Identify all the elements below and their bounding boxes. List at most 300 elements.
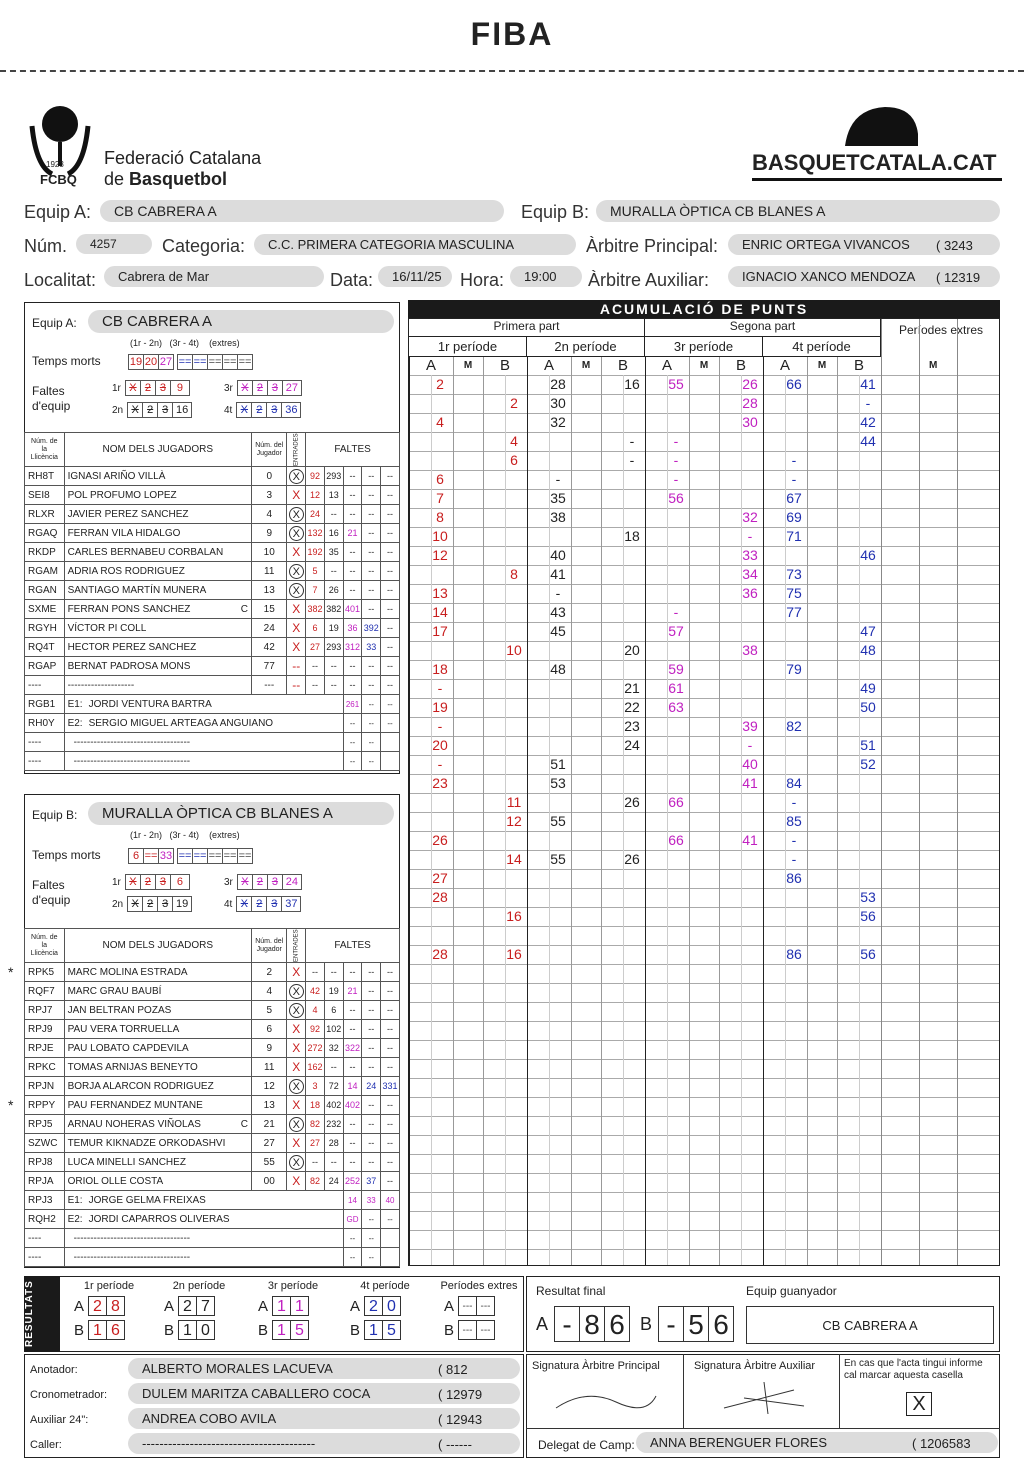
timeout-box: == [208,850,222,862]
player-foul: 42 [306,982,325,1001]
grid-row-line [409,945,1000,946]
running-score: 7 [436,490,444,506]
player-foul: -- [381,562,400,581]
official-name-field[interactable]: ANDREA COBO AVILA [128,1408,520,1429]
player-name [64,562,251,581]
player-row [25,1020,400,1039]
team-foul-marks [127,899,172,910]
running-score: 85 [786,813,802,829]
player-name-text: SANTIAGO MARTÍN MUNERA [67,584,207,596]
grid-row-line [409,1116,1000,1117]
entry-mark: -- [292,659,301,673]
player-foul: -- [324,1058,343,1077]
col-faltes: FALTES [306,929,400,963]
grid-row-line [409,1230,1000,1231]
team-foul-period-label: 2n [112,899,124,910]
player-foul: 293 [324,638,343,657]
team-foul-mark: 2 [251,896,267,912]
player-foul: -- [362,1020,381,1039]
team-foul-marks [125,877,170,888]
player-foul: 293 [324,467,343,486]
running-score: 32 [742,509,758,525]
official-name-field[interactable]: DULEM MARITZA CABALLERO COCA [128,1383,520,1404]
running-score: 52 [860,756,876,772]
player-foul: -- [381,982,400,1001]
player-number: 9 [252,524,287,543]
player-entry [287,1058,306,1077]
player-foul: -- [306,676,325,695]
running-score: 22 [624,699,640,715]
player-row [25,1172,400,1191]
team-foul-period-label: 2n [112,405,124,416]
player-entry [287,543,306,562]
entry-mark: X [292,965,301,979]
player-number: 24 [252,619,287,638]
sig-principal-box: Signatura Àrbitre Principal [526,1354,684,1428]
player-row [25,982,400,1001]
coach-foul: -- [343,752,362,771]
coach-role: E2: [67,717,83,729]
running-score: 40 [742,756,758,772]
player-name-text: IGNASI ARIÑO VILLÀ [67,470,166,482]
player-name [64,1134,251,1153]
player-foul: -- [343,505,362,524]
official-number: ( 12943 [438,1412,483,1427]
running-score: 86 [786,870,802,886]
coach-name [64,714,343,733]
coach-licence: RGB1 [25,695,65,714]
player-name-text: ORIOL OLLE COSTA [67,1175,164,1187]
team-foul-period [224,380,301,396]
grid-row-line [409,413,1000,414]
arbitre-principal-num: ( 3243 [936,238,973,253]
result-digit: 1 [290,1296,309,1316]
team-foul-marks [125,383,170,394]
grid-row-line [409,1021,1000,1022]
team-foul-extra: 37 [281,896,301,912]
result-period [64,1280,154,1340]
final-digit: - [658,1306,684,1342]
categoria-label: Categoria: [162,236,246,256]
running-score: 16 [506,908,522,924]
player-name [64,982,251,1001]
period-col-header: A [425,357,436,374]
final-digit: 6 [708,1306,734,1342]
coach-name-text: SERGIO MIGUEL ARTEAGA ANGUIANO [88,717,274,729]
running-score: 51 [550,756,566,772]
coach-name-text: ----------------------------------- [73,755,191,767]
informe-text: En cas que l'acta tingui informe cal marcar aquesta casella [844,1358,983,1381]
player-name [64,1172,251,1191]
result-line [154,1296,244,1316]
player-entry [287,1020,306,1039]
player-foul: -- [362,982,381,1001]
coach-licence: ---- [25,1229,65,1248]
player-foul: 36 [343,619,362,638]
team-b-timeouts [128,846,252,864]
result-period-name: Períodes extres [440,1280,518,1292]
player-entry [287,1115,306,1134]
player-foul: -- [362,543,381,562]
localitat-field[interactable]: Cabrera de Mar [104,266,324,287]
team-foul-mark: 3 [266,402,282,418]
running-score: 2 [436,376,444,392]
team-foul-mark: X [237,380,253,396]
team-foul-period-label: 4t [224,899,233,910]
period-header: 4t període [763,337,881,357]
coach-foul [381,752,400,771]
player-row [25,600,400,619]
player-foul: 4 [306,1001,325,1020]
running-score: 33 [742,547,758,563]
player-licence: SZWC [25,1134,65,1153]
player-foul: -- [343,1153,362,1172]
timeout-box: == [178,850,192,862]
official-name-field[interactable]: ---------------------------------------- [128,1433,520,1454]
player-name [64,486,251,505]
player-foul: 322 [343,1039,362,1058]
coach-name [64,1229,343,1248]
running-score: 18 [624,528,640,544]
player-number: 13 [252,1096,287,1115]
player-name [64,1115,251,1134]
players-header-row [25,433,400,467]
timeout-box: == [178,356,192,368]
team-foul-extra: 36 [281,402,301,418]
grid-row-line [409,489,1000,490]
running-score: - [673,452,679,468]
player-row [25,1115,400,1134]
result-digit: 5 [382,1320,401,1340]
brand: BASQUETCATALA.CAT [752,150,1002,181]
player-foul: -- [362,657,381,676]
player-licence: RPJE [25,1039,65,1058]
player-foul: -- [343,562,362,581]
player-foul: -- [381,1172,400,1191]
running-score: 66 [668,832,684,848]
player-licence: RPJ5 [25,1115,65,1134]
team-a-timeouts-label: Temps morts [32,354,101,368]
result-line [434,1320,524,1340]
result-period [154,1280,244,1340]
result-team-letter: B [350,1321,361,1339]
player-foul: 82 [306,1115,325,1134]
player-foul: 13 [324,486,343,505]
running-score: - [673,433,679,449]
team-foul-mark: X [236,896,252,912]
player-name [64,467,251,486]
player-name-text: FERRAN VILA HIDALGO [67,527,181,539]
player-foul: -- [381,619,400,638]
running-score: 32 [550,414,566,430]
player-number: 9 [252,1039,287,1058]
running-score: 4 [510,433,518,449]
player-foul: 19 [324,619,343,638]
player-licence: RPJ7 [25,1001,65,1020]
result-team-letter: B [164,1321,175,1339]
result-line [64,1296,154,1316]
player-row [25,1134,400,1153]
delegat-field[interactable]: ANNA BERENGUER FLORES [636,1432,998,1453]
running-score: 8 [510,566,518,582]
running-score: 16 [624,376,640,392]
coach-foul: -- [343,1248,362,1267]
running-score: 45 [550,623,566,639]
player-foul: 21 [343,524,362,543]
running-score: 56 [668,490,684,506]
timeout-box: == [238,850,252,862]
player-foul: -- [381,638,400,657]
player-foul: -- [343,1020,362,1039]
num-field[interactable]: 4257 [76,234,152,254]
team-foul-period-label: 3r [224,383,233,394]
player-row [25,676,400,695]
timeout-box: 6 [128,848,144,864]
period-col-header: B [735,357,746,374]
result-digit: 2 [88,1296,107,1316]
running-score: 49 [860,680,876,696]
grid-col-line [645,357,646,1266]
period-header: 2n període [527,337,645,357]
grid-col-line [601,357,602,1266]
period-col-header: M [699,360,709,371]
running-score: 16 [506,946,522,962]
entry-starter-mark: X [289,469,304,484]
grid-row-line [409,755,1000,756]
running-score: - [437,756,443,772]
player-name-text: TOMAS ARNIJAS BENEYTO [67,1061,198,1073]
result-digit: 5 [290,1320,309,1340]
running-score: 30 [742,414,758,430]
player-number: 5 [252,1001,287,1020]
coach-name [64,1191,343,1210]
player-number: 11 [252,1058,287,1077]
coach-licence: RH0Y [25,714,65,733]
result-line [64,1320,154,1340]
player-foul: -- [324,676,343,695]
official-name-field[interactable]: ALBERTO MORALES LACUEVA [128,1358,520,1379]
running-score: 27 [432,870,448,886]
coach-row [25,1248,400,1267]
team-foul-mark: 2 [140,874,156,890]
player-name-text: VÍCTOR PI COLL [67,622,147,634]
player-foul: -- [381,1115,400,1134]
running-score: 8 [436,509,444,525]
player-row [25,619,400,638]
player-licence: RQ4T [25,638,65,657]
player-foul: 24 [306,505,325,524]
timeout-box: 27 [159,356,173,368]
official-label: Caller: [30,1439,62,1451]
team-foul-mark: 3 [155,874,171,890]
result-period-name: 1r període [83,1280,135,1292]
entry-mark: X [292,602,301,616]
running-score: 66 [786,376,802,392]
player-foul: -- [343,467,362,486]
acumulacio-grid [408,318,1000,1266]
coach-name [64,733,343,752]
grid-row-line [409,603,1000,604]
running-score: 14 [432,604,448,620]
player-name [64,1020,251,1039]
grid-col-line [689,357,690,1266]
timeout-box: == [208,356,222,368]
running-score: 71 [786,528,802,544]
resultats-label: RESULTATS [24,1276,60,1352]
grid-row-line [409,774,1000,775]
team-foul-mark: 3 [157,402,173,418]
running-score: 28 [432,946,448,962]
running-score: 26 [742,376,758,392]
grid-row-line [409,394,1000,395]
col-num: Núm. del Jugador [252,929,287,963]
equip-a-label: Equip A: [24,202,92,222]
player-name-text: PAU LOBATO CAPDEVILA [67,1042,189,1054]
grid-row-line [409,983,1000,984]
grid-row-line [409,1040,1000,1041]
coach-name [64,1248,343,1267]
team-foul-mark: 2 [142,402,158,418]
data-field[interactable]: 16/11/25 [378,266,452,287]
team-foul-mark: 3 [266,896,282,912]
arbitre-principal-field[interactable]: ENRIC ORTEGA VIVANCOS [728,234,1000,255]
player-foul: 312 [343,638,362,657]
categoria-field[interactable]: C.C. PRIMERA CATEGORIA MASCULINA [254,234,576,255]
running-score: 6 [436,471,444,487]
running-score: 59 [668,661,684,677]
hora-field[interactable]: 19:00 [510,266,582,287]
player-foul: -- [343,1058,362,1077]
result-digit: 8 [106,1296,125,1316]
running-score: 41 [742,832,758,848]
team-foul-period-label: 1r [112,383,121,394]
coach-row [25,1210,400,1229]
player-name [64,963,251,982]
player-number: 4 [252,982,287,1001]
player-number: 21 [252,1115,287,1134]
player-entry [287,524,306,543]
coach-licence: ---- [25,1248,65,1267]
player-name-text: POL PROFUMO LOPEZ [67,489,177,501]
player-foul: -- [381,1096,400,1115]
col-licencia: Núm. de la Llicència [25,929,65,963]
player-name [64,1001,251,1020]
player-row [25,963,400,982]
player-foul: 26 [324,581,343,600]
entry-mark: X [292,1098,301,1112]
running-score: 39 [742,718,758,734]
team-foul-marks [237,383,282,394]
coach-foul: -- [362,714,381,733]
result-digit: 2 [364,1296,383,1316]
player-row [25,1153,400,1172]
result-line [154,1320,244,1340]
grid-row-line [409,1173,1000,1174]
coach-foul [381,733,400,752]
player-foul: -- [306,963,325,982]
result-digit: --- [476,1320,495,1340]
player-name-text: MARC MOLINA ESTRADA [67,966,188,978]
running-score: 38 [742,642,758,658]
coach-row [25,1229,400,1248]
player-name-text: TEMUR KIKNADZE ORKODASHVI [67,1137,226,1149]
coach-foul: -- [343,1229,362,1248]
player-foul: 32 [324,1039,343,1058]
player-licence: RPKC [25,1058,65,1077]
player-entry [287,1134,306,1153]
grid-col-line [571,357,572,1266]
player-entry [287,562,306,581]
player-foul: 382 [324,600,343,619]
informe-checkbox[interactable]: X [906,1392,932,1416]
player-foul: -- [362,467,381,486]
team-foul-mark: X [236,402,252,418]
coach-role: E2: [67,1213,83,1225]
running-score: 12 [506,813,522,829]
player-row [25,505,400,524]
resultat-final-label: Resultat final [536,1284,606,1298]
period-col-header: B [499,357,510,374]
running-score: 13 [432,585,448,601]
running-score: 43 [550,604,566,620]
result-digit: 2 [178,1296,197,1316]
period-col-header: B [853,357,864,374]
data-label: Data: [330,270,374,290]
player-number: 27 [252,1134,287,1153]
grid-row-line [409,622,1000,623]
player-licence: SEI8 [25,486,65,505]
running-score: 38 [550,509,566,525]
official-number: ( 812 [438,1362,468,1377]
player-name [64,600,251,619]
equip-a-field[interactable]: CB CABRERA A [100,200,504,222]
team-b-label: Equip B: [32,808,78,822]
grid-row-line [409,641,1000,642]
running-score: 84 [786,775,802,791]
team-foul-mark: 2 [142,896,158,912]
result-digit: 1 [178,1320,197,1340]
team-foul-period-label: 1r [112,877,121,888]
player-number: 13 [252,581,287,600]
period-header: 1r període [409,337,527,357]
final-team-letter: B [640,1313,653,1334]
player-foul: -- [362,505,381,524]
coach-foul: 33 [362,1191,381,1210]
running-score: - [747,528,753,544]
period-col-header: M [817,360,827,371]
grid-row-line [409,1211,1000,1212]
player-name [64,676,251,695]
running-score: - [629,433,635,449]
running-score: - [791,851,797,867]
signature-auxiliar [684,1378,834,1418]
coach-licence: RQH2 [25,1210,65,1229]
entry-starter-mark: X [289,1079,304,1094]
player-foul: -- [324,562,343,581]
player-foul: 19 [324,982,343,1001]
team-foul-period [224,874,301,890]
player-foul: 12 [306,486,325,505]
arbitre-auxiliar-field[interactable]: IGNACIO XANCO MENDOZA [728,266,1000,287]
player-name-text: ADRIA ROS RODRIGUEZ [67,565,185,577]
equip-guanyador-field: CB CABRERA A [746,1306,994,1344]
running-score: - [629,452,635,468]
player-entry [287,1001,306,1020]
player-name [64,638,251,657]
grid-row-line [409,1192,1000,1193]
coach-name-text: ----------------------------------- [73,1232,191,1244]
equip-b-field[interactable]: MURALLA ÒPTICA CB BLANES A [596,200,1000,222]
